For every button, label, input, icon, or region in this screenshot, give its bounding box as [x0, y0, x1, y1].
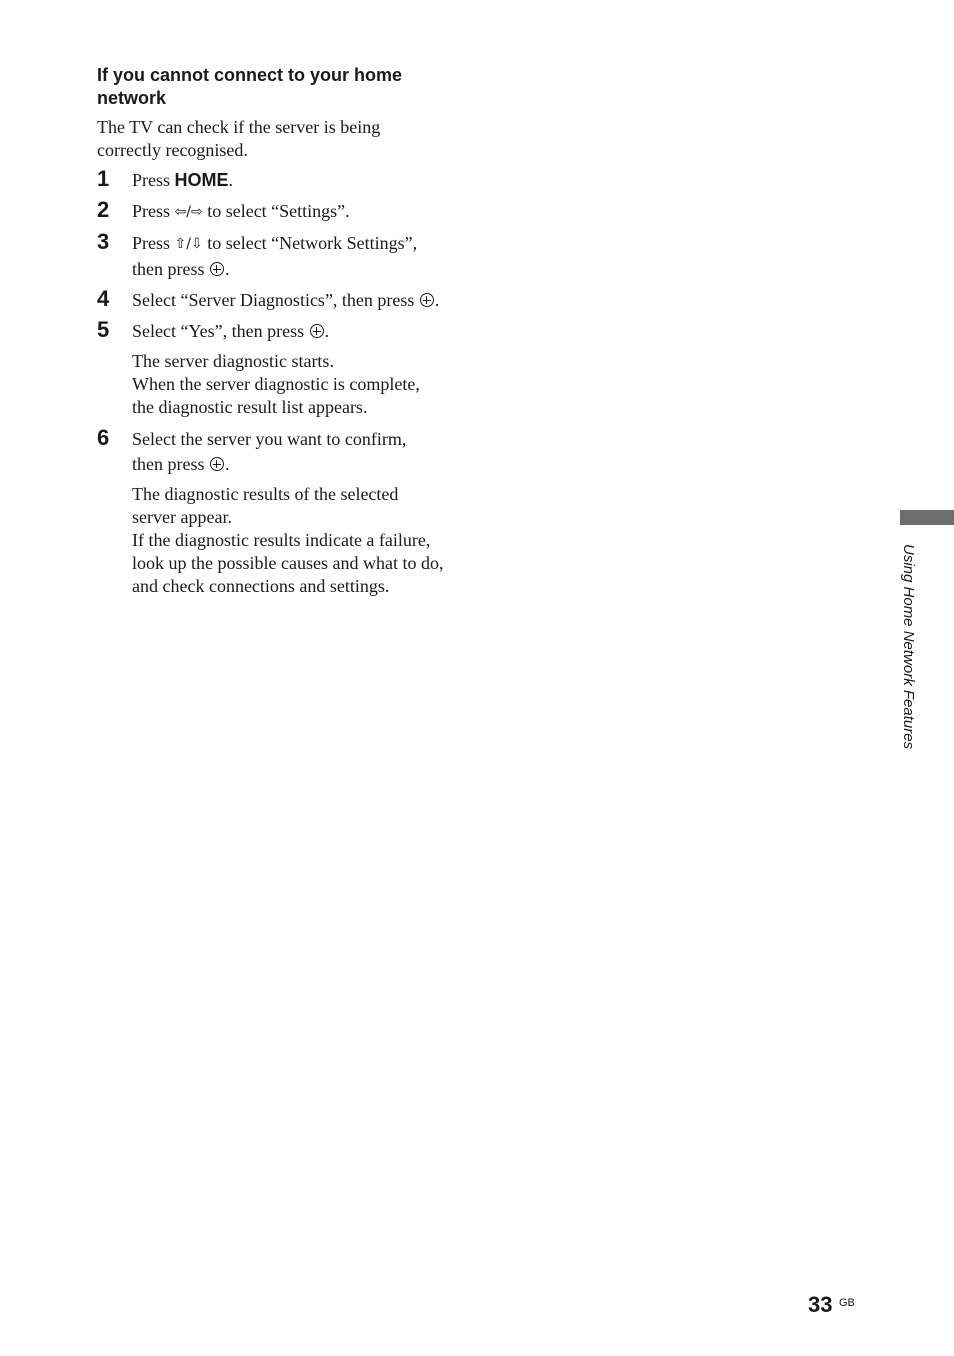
step-text-pre: Press: [132, 233, 175, 253]
step-text-pre: Press: [132, 201, 175, 221]
left-right-arrow-icon: ⇦/⇨: [174, 204, 203, 220]
step-number: 1: [97, 166, 110, 191]
section-heading: If you cannot connect to your home network: [97, 65, 403, 108]
step-number: 2: [97, 197, 110, 222]
section-intro: The TV can check if the server is being correctly recognised.: [97, 117, 381, 160]
circle-plus-icon: [210, 457, 224, 471]
step-text-pre: Press: [132, 170, 175, 190]
step-5: [97, 319, 467, 344]
page-region-suffix: GB: [839, 1297, 855, 1309]
step-text: [132, 288, 467, 313]
step-text: [132, 199, 467, 225]
step-4: [97, 288, 467, 313]
main-content: [97, 64, 467, 606]
note-line: The diagnostic results of the selected server appear.: [132, 484, 399, 527]
step-number: 3: [97, 229, 110, 254]
step-text: [132, 231, 467, 282]
step-text-pre: Select “Yes”, then press: [132, 321, 309, 341]
circle-plus-icon: [210, 262, 224, 276]
step-text-pre: Select the server you want to confirm,: [132, 429, 407, 449]
step-text-end: .: [224, 259, 230, 279]
home-key-label: HOME: [174, 170, 229, 190]
chapter-side-label: Using Home Network Features: [900, 544, 917, 750]
circle-plus-icon: [420, 293, 434, 307]
step-number: 4: [97, 286, 110, 311]
step-text-end: .: [224, 454, 230, 474]
note-line: If the diagnostic results indicate a failure, look up the possible causes and what to do, and check connections and settings.: [132, 530, 444, 596]
step-1: [97, 168, 467, 193]
step-2: [97, 199, 467, 225]
circle-plus-icon: [310, 324, 324, 338]
section-tab-marker: [900, 510, 954, 525]
step-text-post: .: [324, 321, 330, 341]
step-number: 6: [97, 425, 110, 450]
step-text: [132, 319, 467, 344]
note-line: When the server diagnostic is complete, the diagnostic result list appears.: [132, 374, 420, 417]
step-text-post: .: [434, 290, 440, 310]
step-number: 5: [97, 317, 110, 342]
step-6: [97, 427, 467, 477]
step-text-line2: then press: [132, 454, 209, 474]
step-6-note: [97, 483, 467, 598]
step-text-post: to select “Network Settings”,: [202, 233, 418, 253]
up-down-arrow-icon: ⇧/⇩: [174, 236, 203, 252]
step-text: [132, 168, 467, 193]
step-text-line2: then press: [132, 259, 209, 279]
step-text-pre: Select “Server Diagnostics”, then press: [132, 290, 419, 310]
page-number: 33: [808, 1292, 833, 1317]
step-text-post: .: [228, 170, 234, 190]
step-text: [132, 427, 467, 477]
step-3: [97, 231, 467, 282]
note-line: The server diagnostic starts.: [132, 351, 334, 371]
step-text-post: to select “Settings”.: [202, 201, 350, 221]
step-5-note: [97, 350, 467, 419]
